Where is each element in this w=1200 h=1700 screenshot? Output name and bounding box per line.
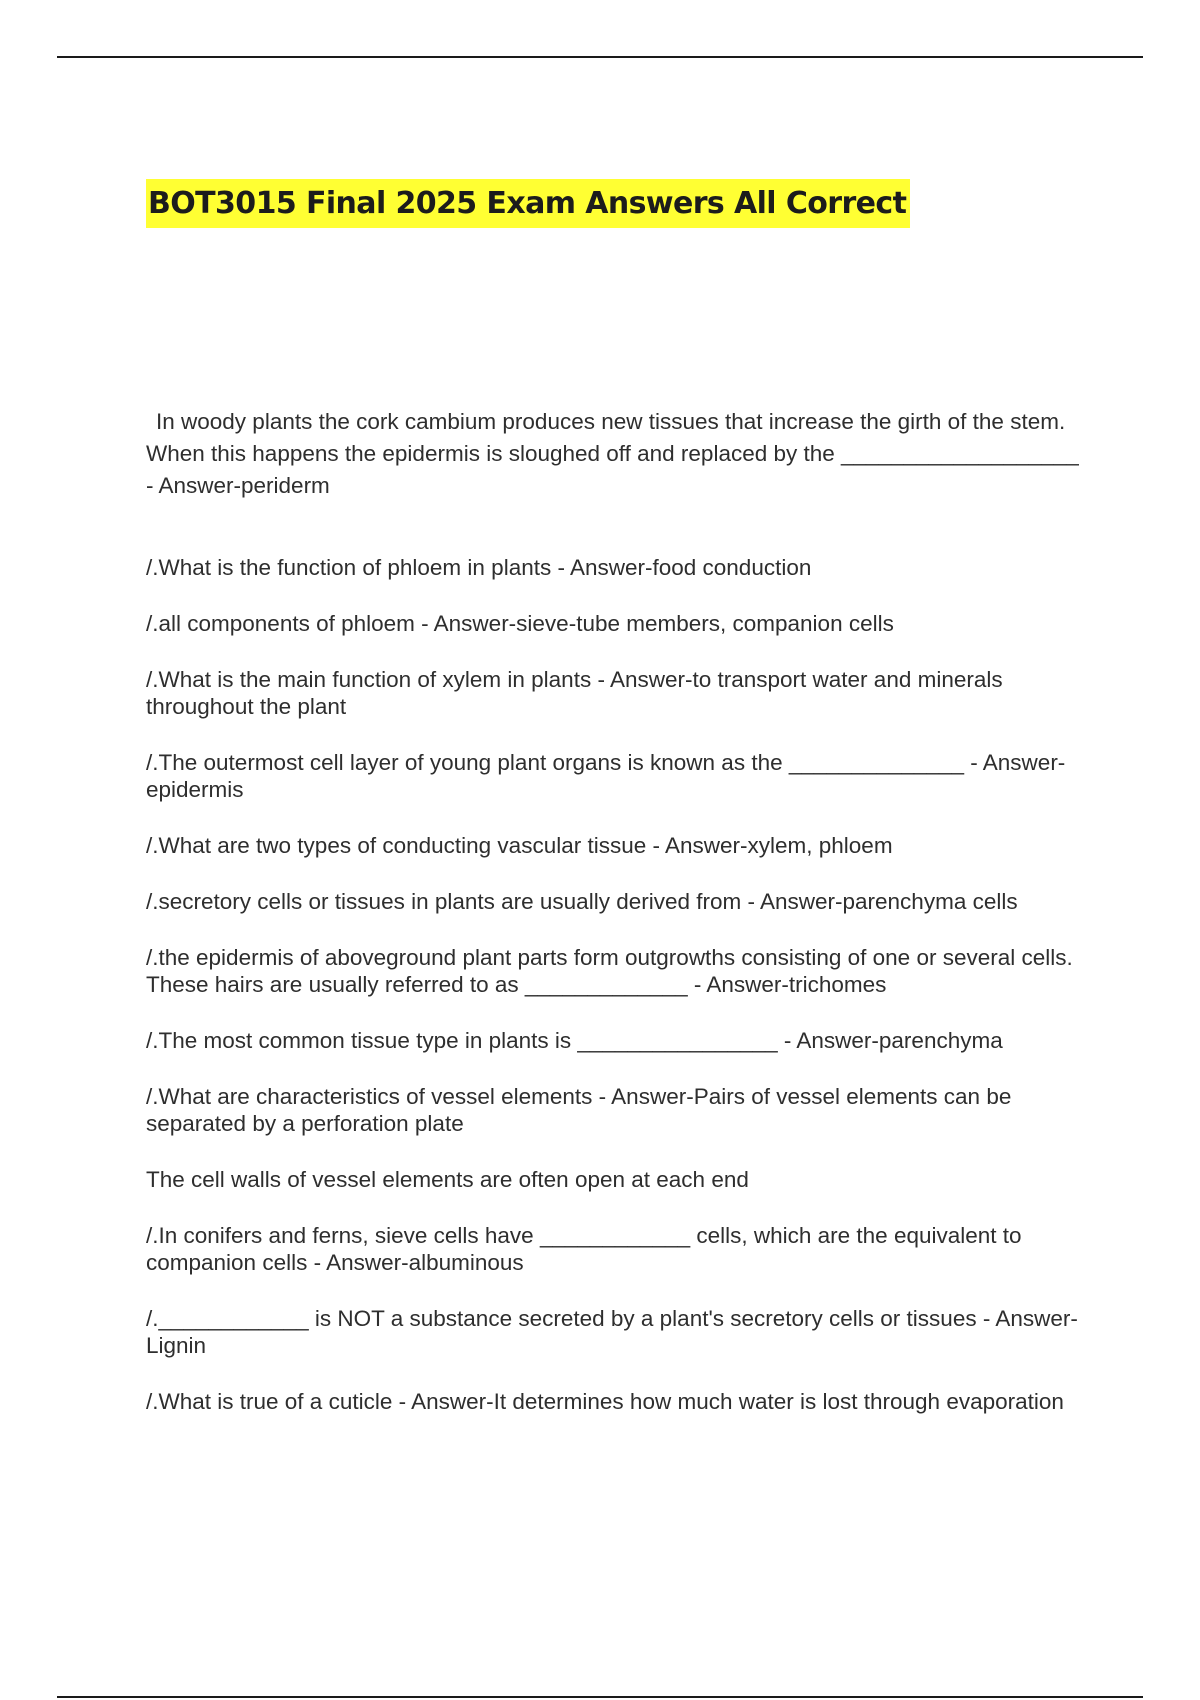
qa-entry-vessel-walls: The cell walls of vessel elements are often open at each end bbox=[146, 1167, 749, 1192]
qa-entry-phloem-function: /.What is the function of phloem in plants - Answer-food conduction bbox=[146, 555, 812, 580]
qa-entry-cuticle: /.What is true of a cuticle - Answer-It determines how much water is lost through evaporation bbox=[146, 1389, 1064, 1414]
title-block bbox=[146, 179, 910, 228]
qa-entry-vascular-tissue: /.What are two types of conducting vascular tissue - Answer-xylem, phloem bbox=[146, 833, 893, 858]
document-title: BOT3015 Final 2025 Exam Answers All Correct bbox=[146, 179, 910, 228]
intro-text: In woody plants the cork cambium produces new tissues that increase the girth of the stem. When this happens the epidermis is sloughed off and replaced by the ___________________ - Answer-periderm bbox=[146, 409, 1079, 498]
qa-entry-phloem-components: /.all components of phloem - Answer-sieve-tube members, companion cells bbox=[146, 611, 894, 636]
bottom-rule bbox=[57, 1696, 1143, 1698]
qa-entry-outermost-layer: /.The outermost cell layer of young plant organs is known as the ______________ - Answer-epidermis bbox=[146, 750, 1066, 802]
intro-question bbox=[146, 406, 1086, 502]
qa-entry-sieve-cells: /.In conifers and ferns, sieve cells have ____________ cells, which are the equivalent to companion cells - Answer-albuminous bbox=[146, 1223, 1022, 1275]
qa-entry-common-tissue: /.The most common tissue type in plants is ________________ - Answer-parenchyma bbox=[146, 1028, 1003, 1053]
qa-entry-secretory-cells: /.secretory cells or tissues in plants are usually derived from - Answer-parenchyma cells bbox=[146, 889, 1018, 914]
qa-entry-trichomes: /.the epidermis of aboveground plant parts form outgrowths consisting of one or several cells. These hairs are usually referred to as _____________ - Answer-trichomes bbox=[146, 945, 1073, 997]
qa-entry-vessel-elements: /.What are characteristics of vessel elements - Answer-Pairs of vessel elements can be separated by a perforation plate bbox=[146, 1084, 1012, 1136]
document-body bbox=[146, 406, 1086, 1444]
top-rule bbox=[57, 56, 1143, 58]
qa-entry-not-secreted: /.____________ is NOT a substance secreted by a plant's secretory cells or tissues - Answer-Lignin bbox=[146, 1306, 1078, 1358]
qa-entry-xylem-function: /.What is the main function of xylem in plants - Answer-to transport water and minerals throughout the plant bbox=[146, 667, 1003, 719]
